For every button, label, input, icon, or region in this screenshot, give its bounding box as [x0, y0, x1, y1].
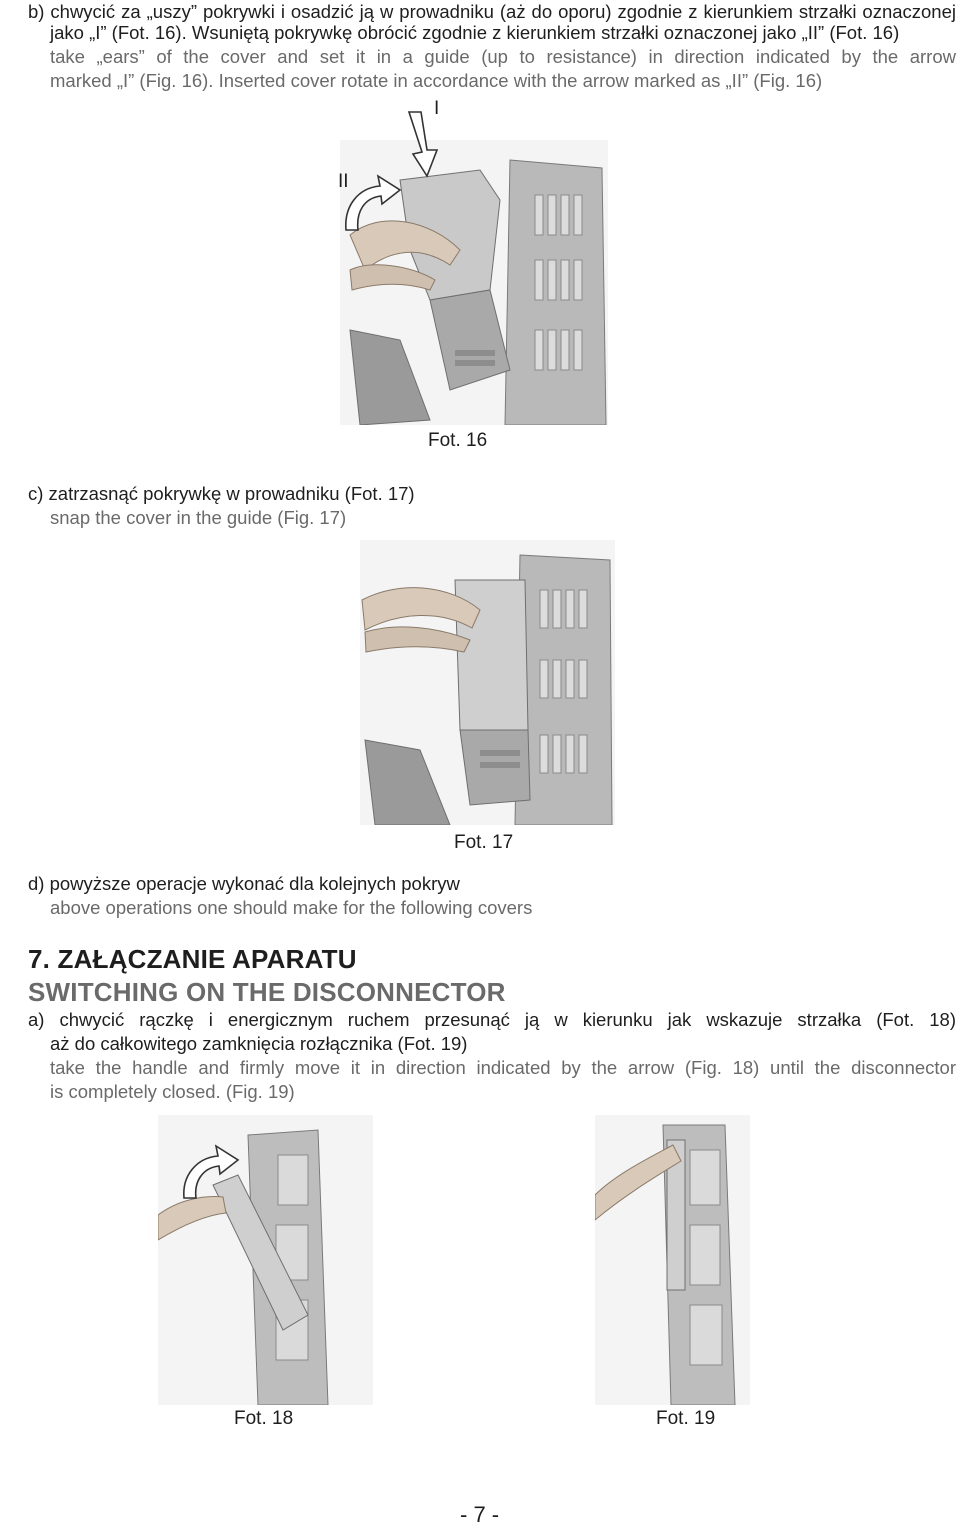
- disconnector-cover-snap-illustration: [360, 540, 615, 825]
- section-d-en: above operations one should make for the following covers: [50, 897, 533, 918]
- section-7a-pl-line1: a) chwycić rączkę i energicznym ruchem przesunąć ją w kierunku jak wskazuje strzałka (Fot. 18): [28, 1009, 956, 1030]
- section-b-pl-line1: b) chwycić za „uszy” pokrywki i osadzić ją w prowadniku (aż do oporu) zgodnie z kierunkiem strzałki oznaczonej: [28, 1, 956, 22]
- arrow-down-icon: [405, 110, 445, 180]
- section-7a-en-line1: take the handle and firmly move it in direction indicated by the arrow (Fig. 18) until the disconnector: [50, 1057, 956, 1078]
- section-c-pl: c) zatrzasnąć pokrywkę w prowadniku (Fot. 17): [28, 483, 415, 504]
- arrow-label-ii: II: [338, 171, 349, 192]
- section-b-en-line2: marked „I” (Fig. 16). Inserted cover rotate in accordance with the arrow marked as „II” (Fig. 16): [50, 70, 823, 91]
- section-c-en: snap the cover in the guide (Fig. 17): [50, 507, 347, 528]
- section-7-heading-pl: 7. ZAŁĄCZANIE APARATU: [28, 944, 357, 974]
- section-7a-pl-line2: aż do całkowitego zamknięcia rozłącznika (Fot. 19): [50, 1033, 468, 1054]
- caption-fot17: Fot. 17: [454, 832, 514, 853]
- rotate-arrow-icon: [340, 172, 402, 232]
- arrow-label-i: I: [434, 98, 440, 119]
- disconnector-handle-closed-illustration: [595, 1115, 750, 1405]
- section-b-pl-line2: jako „I” (Fot. 16). Wsuniętą pokrywkę obrócić zgodnie z kierunkiem strzałki oznaczonej jako „II” (Fot. 16): [50, 22, 900, 43]
- caption-fot18: Fot. 18: [234, 1408, 294, 1429]
- photo-fot19: [595, 1115, 750, 1405]
- section-7a-en-line2: is completely closed. (Fig. 19): [50, 1081, 295, 1102]
- section-b-en-line1: take „ears” of the cover and set it in a guide (up to resistance) in direction indicated by the arrow: [50, 46, 956, 67]
- caption-fot16: Fot. 16: [428, 430, 488, 451]
- rotate-arrow-icon: [178, 1142, 240, 1200]
- section-d-pl: d) powyższe operacje wykonać dla kolejnych pokryw: [28, 873, 460, 894]
- page-number: - 7 -: [460, 1502, 500, 1527]
- photo-fot17: [360, 540, 615, 825]
- section-7-heading-en: SWITCHING ON THE DISCONNECTOR: [28, 977, 506, 1007]
- caption-fot19: Fot. 19: [656, 1408, 716, 1429]
